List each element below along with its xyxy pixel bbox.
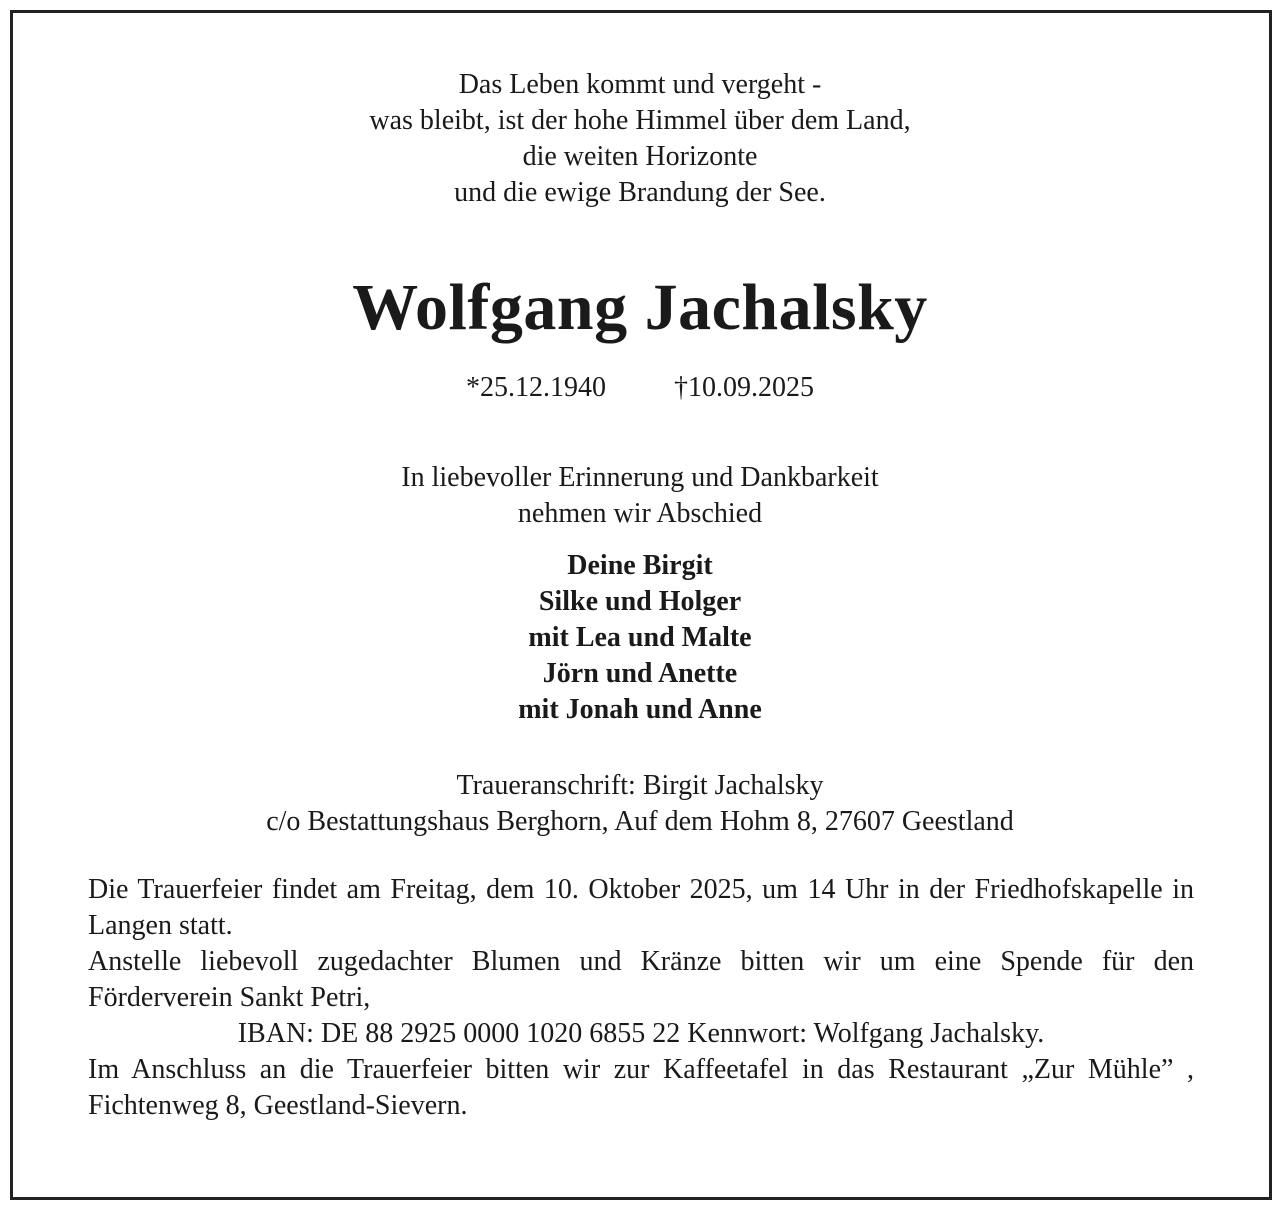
poem-line: die weiten Horizonte — [522, 141, 758, 172]
death-date: †10.09.2025 — [674, 372, 814, 403]
birth-date: *25.12.1940 — [466, 372, 606, 403]
family-line: Deine Birgit — [567, 550, 713, 581]
family-line: Jörn und Anette — [542, 658, 738, 689]
mourning-address — [0, 768, 1280, 840]
poem-line: Das Leben kommt und vergeht - — [458, 69, 822, 100]
farewell-line: In liebevoller Erinnerung und Dankbarkeit — [401, 462, 879, 493]
reception-text: Im Anschluss an die Trauerfeier bitten wir zur Kaffeetafel in das Restaurant „Zur Mühle” , Fichtenweg 8, Geestland-Sievern. — [88, 1054, 1194, 1121]
address-line: c/o Bestattungshaus Berghorn, Auf dem Hohm 8, 27607 Geestland — [266, 806, 1014, 837]
family-signature — [0, 548, 1280, 728]
poem-line: und die ewige Brandung der See. — [454, 177, 826, 208]
farewell-line: nehmen wir Abschied — [517, 498, 763, 529]
family-line: mit Lea und Malte — [528, 622, 752, 653]
poem-line: was bleibt, ist der hohe Himmel über dem Land, — [369, 105, 911, 136]
ceremony-info — [88, 872, 1194, 1124]
poem — [0, 67, 1280, 211]
family-line: mit Jonah und Anne — [518, 694, 762, 725]
address-line: Traueranschrift: Birgit Jachalsky — [456, 770, 824, 801]
family-line: Silke und Holger — [538, 586, 742, 617]
iban-text: IBAN: DE 88 2925 0000 1020 6855 22 Kennwort: Wolfgang Jachalsky. — [237, 1018, 1045, 1049]
donation-text: Anstelle liebevoll zugedachter Blumen und Kränze bitten wir um eine Spende für den Förderverein Sankt Petri, — [88, 946, 1194, 1013]
farewell-text — [0, 460, 1280, 532]
deceased-name: Wolfgang Jachalsky — [352, 271, 928, 344]
ceremony-text: Die Trauerfeier findet am Freitag, dem 10. Oktober 2025, um 14 Uhr in der Friedhofskapelle in Langen statt. — [88, 874, 1194, 941]
life-dates — [0, 368, 1280, 408]
